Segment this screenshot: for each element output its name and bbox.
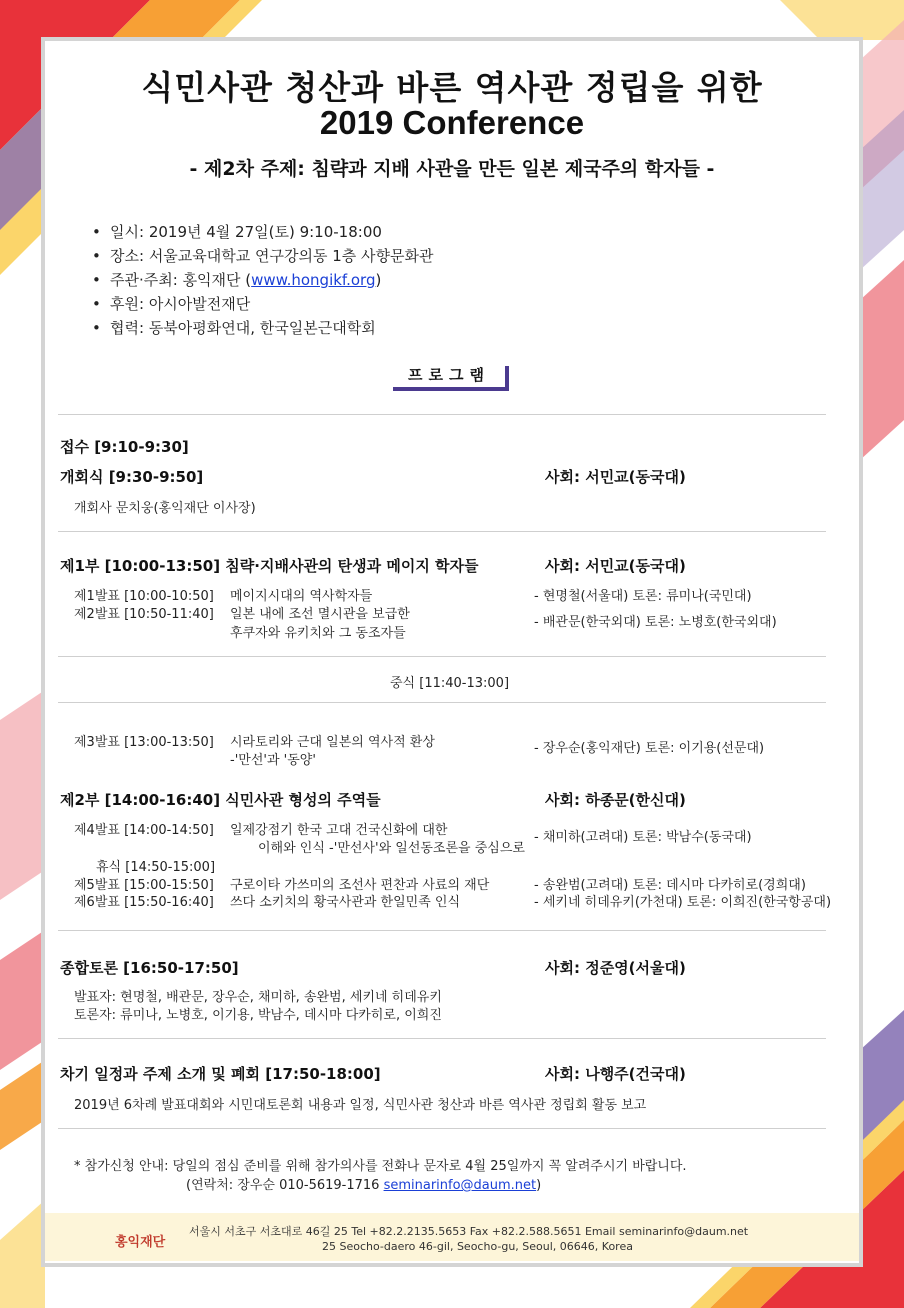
- program-sidebar: [505, 366, 509, 391]
- part1-heading: 제1부 [10:00-13:50] 침략·지배사관의 탄생과 메이지 학자들: [60, 557, 479, 575]
- footer-address-en: 25 Seocho-daero 46-gil, Seocho-gu, Seoul, 06646, Korea: [322, 1240, 633, 1253]
- short-break: 휴식 [14:50-15:00]: [96, 860, 216, 875]
- part2-heading: 제2부 [14:00-16:40] 식민사관 형성의 주역들: [60, 791, 381, 809]
- presentation-2-title: 일본 내에 조선 멸시관을 보급한: [230, 607, 410, 622]
- presentation-5-title: 구로이타 가쓰미의 조선사 편찬과 사료의 재단: [230, 878, 490, 893]
- presentation-5-time: 제5발표 [15:00-15:50]: [74, 878, 214, 893]
- presentation-1-time: 제1발표 [10:00-10:50]: [74, 589, 214, 604]
- opening-moderator: 사회: 서민교(동국대): [545, 468, 686, 486]
- presentation-1-title: 메이지시대의 역사학자들: [230, 589, 373, 604]
- divider: [58, 656, 826, 657]
- registration: 접수 [9:10-9:30]: [60, 438, 189, 456]
- presentation-2-time: 제2발표 [10:50-11:40]: [74, 607, 214, 622]
- info-sponsor: • 후원: 아시아발전재단: [92, 295, 251, 313]
- presentation-1-people: - 현명철(서울대) 토론: 류미나(국민대): [534, 589, 752, 604]
- closing-moderator: 사회: 나행주(건국대): [545, 1065, 686, 1083]
- presentation-3-people: - 장우순(홍익재단) 토론: 이기용(선문대): [534, 741, 765, 756]
- presentation-4-people: - 채미하(고려대) 토론: 박남수(동국대): [534, 830, 752, 845]
- divider: [58, 1128, 826, 1129]
- divider: [58, 1038, 826, 1039]
- presentation-2-people: - 배관문(한국외대) 토론: 노병호(한국외대): [534, 615, 777, 630]
- discussion-moderator: 사회: 정준영(서울대): [545, 959, 686, 977]
- presentation-4-title: 일제강점기 한국 고대 건국신화에 대한: [230, 823, 448, 838]
- divider: [58, 702, 826, 703]
- presentation-3-title-cont: -'만선'과 '동양': [230, 753, 316, 768]
- footer: [45, 1213, 859, 1261]
- contact-info: (연락처: 장우순 010-5619-1716 seminarinfo@daum.net): [186, 1178, 542, 1193]
- footer-address-ko: 서울시 서초구 서초대로 46길 25 Tel +82.2.2135.5653 Fax +82.2.588.5651 Email seminarinfo@daum.net: [189, 1225, 749, 1238]
- subtitle: - 제2차 주제: 침략과 지배 사관을 만든 일본 제국주의 학자들 -: [189, 158, 715, 180]
- info-host: • 주관·주최: 홍익재단 (www.hongikf.org): [92, 271, 382, 289]
- divider: [58, 531, 826, 532]
- divider: [58, 414, 826, 415]
- presentation-6-time: 제6발표 [15:50-16:40]: [74, 895, 214, 910]
- program-heading: [393, 360, 509, 390]
- part1-moderator: 사회: 서민교(동국대): [545, 557, 686, 575]
- info-place: • 장소: 서울교육대학교 연구강의동 1층 사향문화관: [92, 247, 434, 265]
- info-cooperation: • 협력: 동북아평화연대, 한국일본근대학회: [92, 319, 376, 337]
- presenters-list: 발표자: 현명철, 배관문, 장우순, 채미하, 송완범, 세키네 히데유키: [74, 990, 442, 1005]
- title-line-1: 식민사관 청산과 바른 역사관 정립을 위한: [141, 68, 763, 107]
- footer-org-name: 홍익재단: [115, 1235, 166, 1250]
- presentation-6-title: 쓰다 소키치의 황국사관과 한일민족 인식: [230, 895, 461, 910]
- divider: [58, 930, 826, 931]
- presentation-3-title: 시라토리와 근대 일본의 역사적 환상: [230, 735, 435, 750]
- presentation-3-time: 제3발표 [13:00-13:50]: [74, 735, 214, 750]
- program-underline: [393, 387, 509, 391]
- presentation-2-title-cont: 후쿠자와 유키치와 그 동조자들: [230, 626, 406, 641]
- general-discussion: 종합토론 [16:50-17:50]: [60, 959, 239, 977]
- presentation-6-people: - 세키네 히데유키(가천대) 토론: 이희진(한국항공대): [534, 895, 832, 910]
- registration-notice: * 참가신청 안내: 당일의 점심 준비를 위해 참가의사를 전화나 문자로 4월 25일까지 꼭 알려주시기 바랍니다.: [74, 1159, 687, 1174]
- info-date: • 일시: 2019년 4월 27일(토) 9:10-18:00: [92, 223, 382, 241]
- presentation-4-title-cont: 이해와 인식 -'만선사'와 일선동조론을 중심으로: [258, 841, 525, 856]
- opening-ceremony: 개회식 [9:30-9:50]: [60, 468, 204, 486]
- website-link[interactable]: www.hongikf.org: [251, 271, 376, 289]
- program-label: 프로그램: [408, 366, 490, 384]
- email-link[interactable]: seminarinfo@daum.net: [383, 1178, 537, 1193]
- presentation-5-people: - 송완범(고려대) 토론: 데시마 다카히로(경희대): [534, 878, 806, 893]
- closing-description: 2019년 6차례 발표대회와 시민대토론회 내용과 일정, 식민사관 청산과 바른 역사관 정립회 활동 보고: [74, 1098, 647, 1113]
- discussants-list: 토론자: 류미나, 노병호, 이기용, 박남수, 데시마 다카히로, 이희진: [74, 1008, 442, 1023]
- lunch-break: 중식 [11:40-13:00]: [390, 676, 510, 691]
- event-info-list: [92, 220, 433, 340]
- opening-speech: 개회사 문치웅(홍익재단 이사장): [74, 501, 256, 516]
- title-line-2: 2019 Conference: [319, 104, 585, 141]
- part2-moderator: 사회: 하종문(한신대): [545, 791, 686, 809]
- presentation-4-time: 제4발표 [14:00-14:50]: [74, 823, 214, 838]
- closing-heading: 차기 일정과 주제 소개 및 폐회 [17:50-18:00]: [60, 1065, 381, 1083]
